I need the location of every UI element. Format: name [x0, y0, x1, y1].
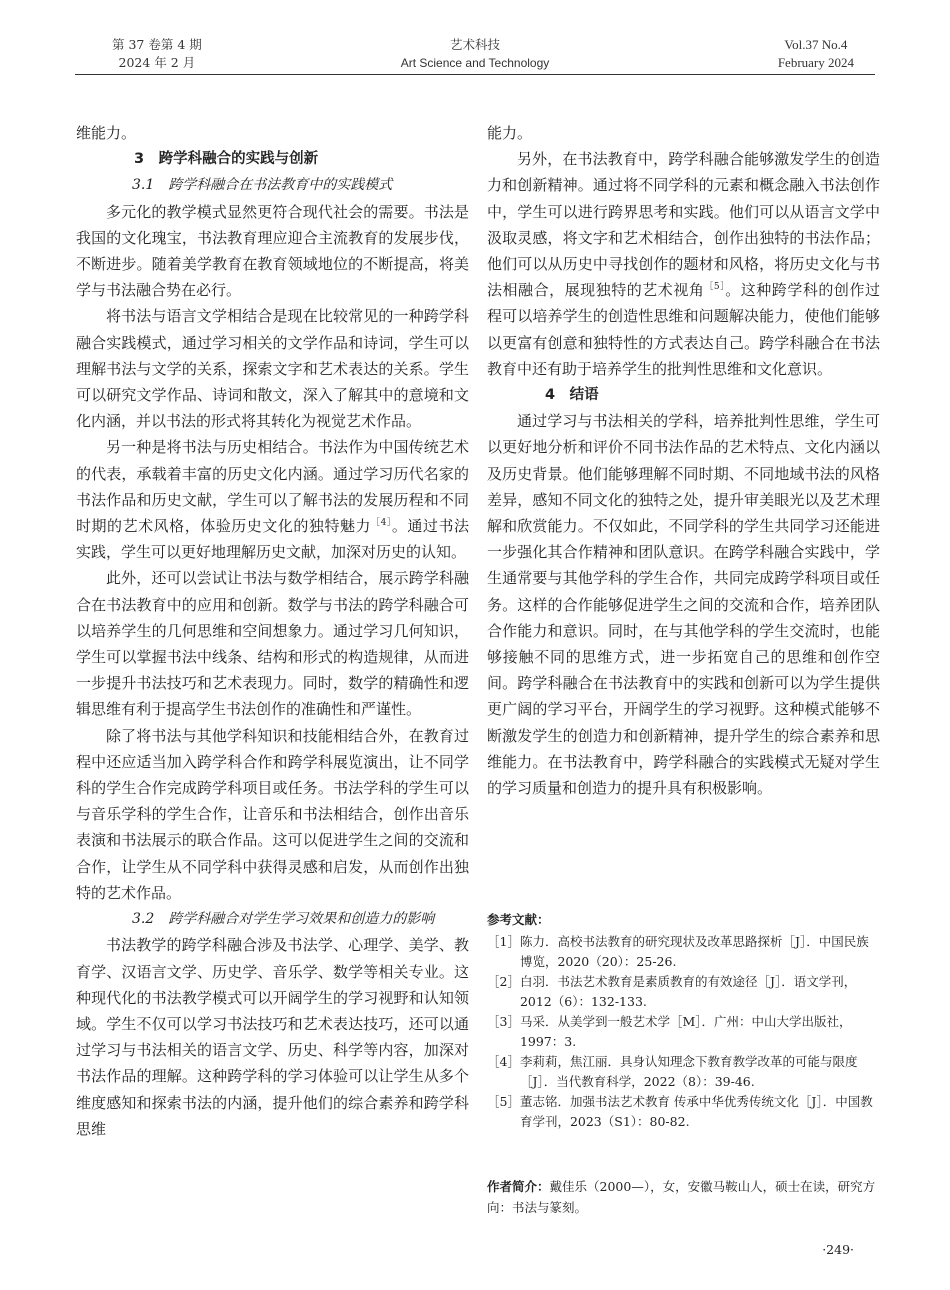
- reference-number: ［3］: [487, 1014, 520, 1029]
- paragraph-text: 另一种是将书法与历史相结合。书法作为中国传统艺术的代表，承载着丰富的历史文化内涵。通过学习历代名家的书法作品和历史文献，学生可以了解书法的发展历程和不同时期的艺术风格，体验历史文化的独特魅力: [76, 438, 469, 536]
- reference-item: [487, 1092, 880, 1132]
- reference-number: ［1］: [487, 934, 520, 949]
- author-bio-text: 戴佳乐（2000—），女，安徽马鞍山人，硕士在读，研究方向：书法与篆刻。: [487, 1179, 876, 1215]
- citation: ［5］: [704, 282, 726, 293]
- reference-number: ［5］: [487, 1094, 520, 1109]
- author-bio: [487, 1176, 880, 1218]
- issue-date: 2024 年 2 月: [118, 55, 196, 70]
- reference-text: 陈力．高校书法教育的研究现状及改革思路探析［J］．中国民族博览，2020（20）：25-26.: [519, 934, 869, 969]
- reference-number: ［2］: [487, 974, 520, 989]
- reference-text: 董志铭．加强书法艺术教育 传承中华优秀传统文化［J］．中国教育学刊，2023（S1）：80-82.: [519, 1094, 873, 1129]
- paragraph-text: 另外，在书法教育中，跨学科融合能够激发学生的创造力和创新精神。通过将不同学科的元素和概念融入书法创作中，学生可以进行跨界思考和实践。他们可以从语言文学中汲取灵感，将文字和艺术相结合，创作出独特的书法作品；他们可以从历史中寻找创作的题材和风格，将历史文化与书法相融合，展现独特的艺术视角: [487, 150, 880, 300]
- paragraph: 通过学习与书法相关的学科，培养批判性思维，学生可以更好地分析和评价不同书法作品的艺术特点、文化内涵以及历史背景。他们能够理解不同时期、不同地域书法的风格差异，感知不同文化的独特之处，提升审美眼光以及艺术理解和欣赏能力。不仅如此，不同学科的学生共同学习还能进一步强化其合作精神和团队意识。在跨学科融合实践中，学生通常要与其他学科的学生合作，共同完成跨学科项目或任务。这样的合作能够促进学生之间的交流和合作，培养团队合作能力和意识。同时，在与其他学科的学生交流时，也能够接触不同的思维方式，进一步拓宽自己的思维和创作空间。跨学科融合在书法教育中的实践和创新可以为学生提供更广阔的学习平台，开阔学生的学习视野。这种模式能够不断激发学生的创造力和创新精神，提升学生的综合素养和思维能力。在书法教育中，跨学科融合的实践模式无疑对学生的学习质量和创造力的提升具有积极影响。: [487, 412, 880, 798]
- reference-item: [487, 932, 880, 972]
- subsection-heading: 3.1 跨学科融合在书法教育中的实践模式: [132, 177, 393, 194]
- right-column: [487, 120, 880, 801]
- paragraph: 将书法与语言文学相结合是现在比较常见的一种跨学科融合实践模式，通过学习相关的文学作品和诗词，学生可以理解书法与文学的关系，探索文字和艺术表达的关系。学生可以研究文学作品、诗词和散文，深入了解其中的意境和文化内涵，并以书法的形式将其转化为视觉艺术作品。: [76, 307, 469, 431]
- references-title: 参考文献：: [487, 912, 550, 927]
- paragraph: 能力。: [487, 124, 533, 142]
- left-column: [76, 120, 469, 1142]
- date-en: February 2024: [777, 55, 854, 70]
- paragraph: [76, 434, 469, 565]
- paragraph: 多元化的教学模式显然更符合现代社会的需要。书法是我国的文化瑰宝，书法教育理应迎合主流教育的发展步伐，不断进步。随着美学教育在教育领域地位的不断提高，将美学与书法融合势在必行。: [76, 202, 469, 300]
- paragraph: 书法教学的跨学科融合涉及书法学、心理学、美学、教育学、汉语言文学、历史学、音乐学、数学等相关专业。这种现代化的书法教学模式可以开阔学生的学习视野和认知领域。学生不仅可以学习书法技巧和艺术表达技巧，还可以通过学习与书法相关的语言文学、历史、科学等内容，加深对书法作品的理解。这种跨学科的学习体验可以让学生从多个维度感知和探索书法的内涵，提升他们的综合素养和跨学科思维: [76, 936, 469, 1138]
- reference-text: 李莉莉，焦江丽．具身认知理念下教育教学改革的可能与限度［J］．当代教育科学，2022（8）：39-46.: [519, 1054, 858, 1089]
- header-rule: [75, 74, 875, 75]
- journal-title-en: Art Science and Technology: [400, 56, 550, 70]
- volume-en: Vol.37 No.4: [784, 37, 848, 52]
- section-heading: 4 结语: [545, 387, 599, 404]
- section-heading: 3 跨学科融合的实践与创新: [134, 151, 319, 168]
- paragraph: 除了将书法与其他学科知识和技能相结合外，在教育过程中还应适当加入跨学科合作和跨学科展览演出，让不同学科的学生合作完成跨学科项目或任务。书法学科的学生可以与音乐学科的学生合作，让音乐和书法相结合，创作出音乐表演和书法展示的联合作品。这可以促进学生之间的交流和合作，让学生从不同学科中获得灵感和启发，从而创作出独特的艺术作品。: [76, 726, 469, 902]
- paragraph: 此外，还可以尝试让书法与数学相结合，展示跨学科融合在书法教育中的应用和创新。数学与书法的跨学科融合可以培养学生的几何思维和空间想象力。通过学习几何知识，学生可以掌握书法中线条、结构和形式的构造规律，从而进一步提升书法技巧和艺术表现力。同时，数学的精确性和逻辑思维有利于提高学生书法创作的准确性和严谨性。: [76, 569, 469, 719]
- reference-item: [487, 972, 880, 1012]
- author-bio-label: 作者简介：: [487, 1179, 550, 1194]
- page-number: ·249·: [822, 1242, 854, 1257]
- reference-number: ［4］: [487, 1054, 520, 1069]
- subsection-heading: 3.2 跨学科融合对学生学习效果和创造力的影响: [132, 911, 435, 928]
- paragraph: 维能力。: [76, 124, 137, 142]
- paragraph: [487, 146, 880, 382]
- reference-text: 白羽．书法艺术教育是素质教育的有效途径［J］．语文学刊，2012（6）：132-133.: [519, 974, 857, 1009]
- paragraph-text: 。通过书法实践，学生可以更好地理解历史文献，加深对历史的认知。: [76, 517, 469, 562]
- reference-item: [487, 1052, 880, 1092]
- reference-item: [487, 1012, 880, 1052]
- references: [487, 910, 880, 1132]
- reference-text: 马采．从美学到一般艺术学［M］．广州：中山大学出版社，1997：3.: [519, 1014, 852, 1049]
- header-right: [778, 36, 854, 72]
- volume-issue: 第 37 卷第 4 期: [112, 37, 202, 52]
- journal-title-cn: 艺术科技: [449, 37, 500, 52]
- paragraph-text: 。这种跨学科的创作过程可以培养学生的创造性思维和问题解决能力，使他们能够以更富有创意和独特性的方式表达自己。跨学科融合在书法教育中还有助于培养学生的批判性思维和文化意识。: [487, 281, 880, 378]
- citation: ［4］: [371, 518, 392, 529]
